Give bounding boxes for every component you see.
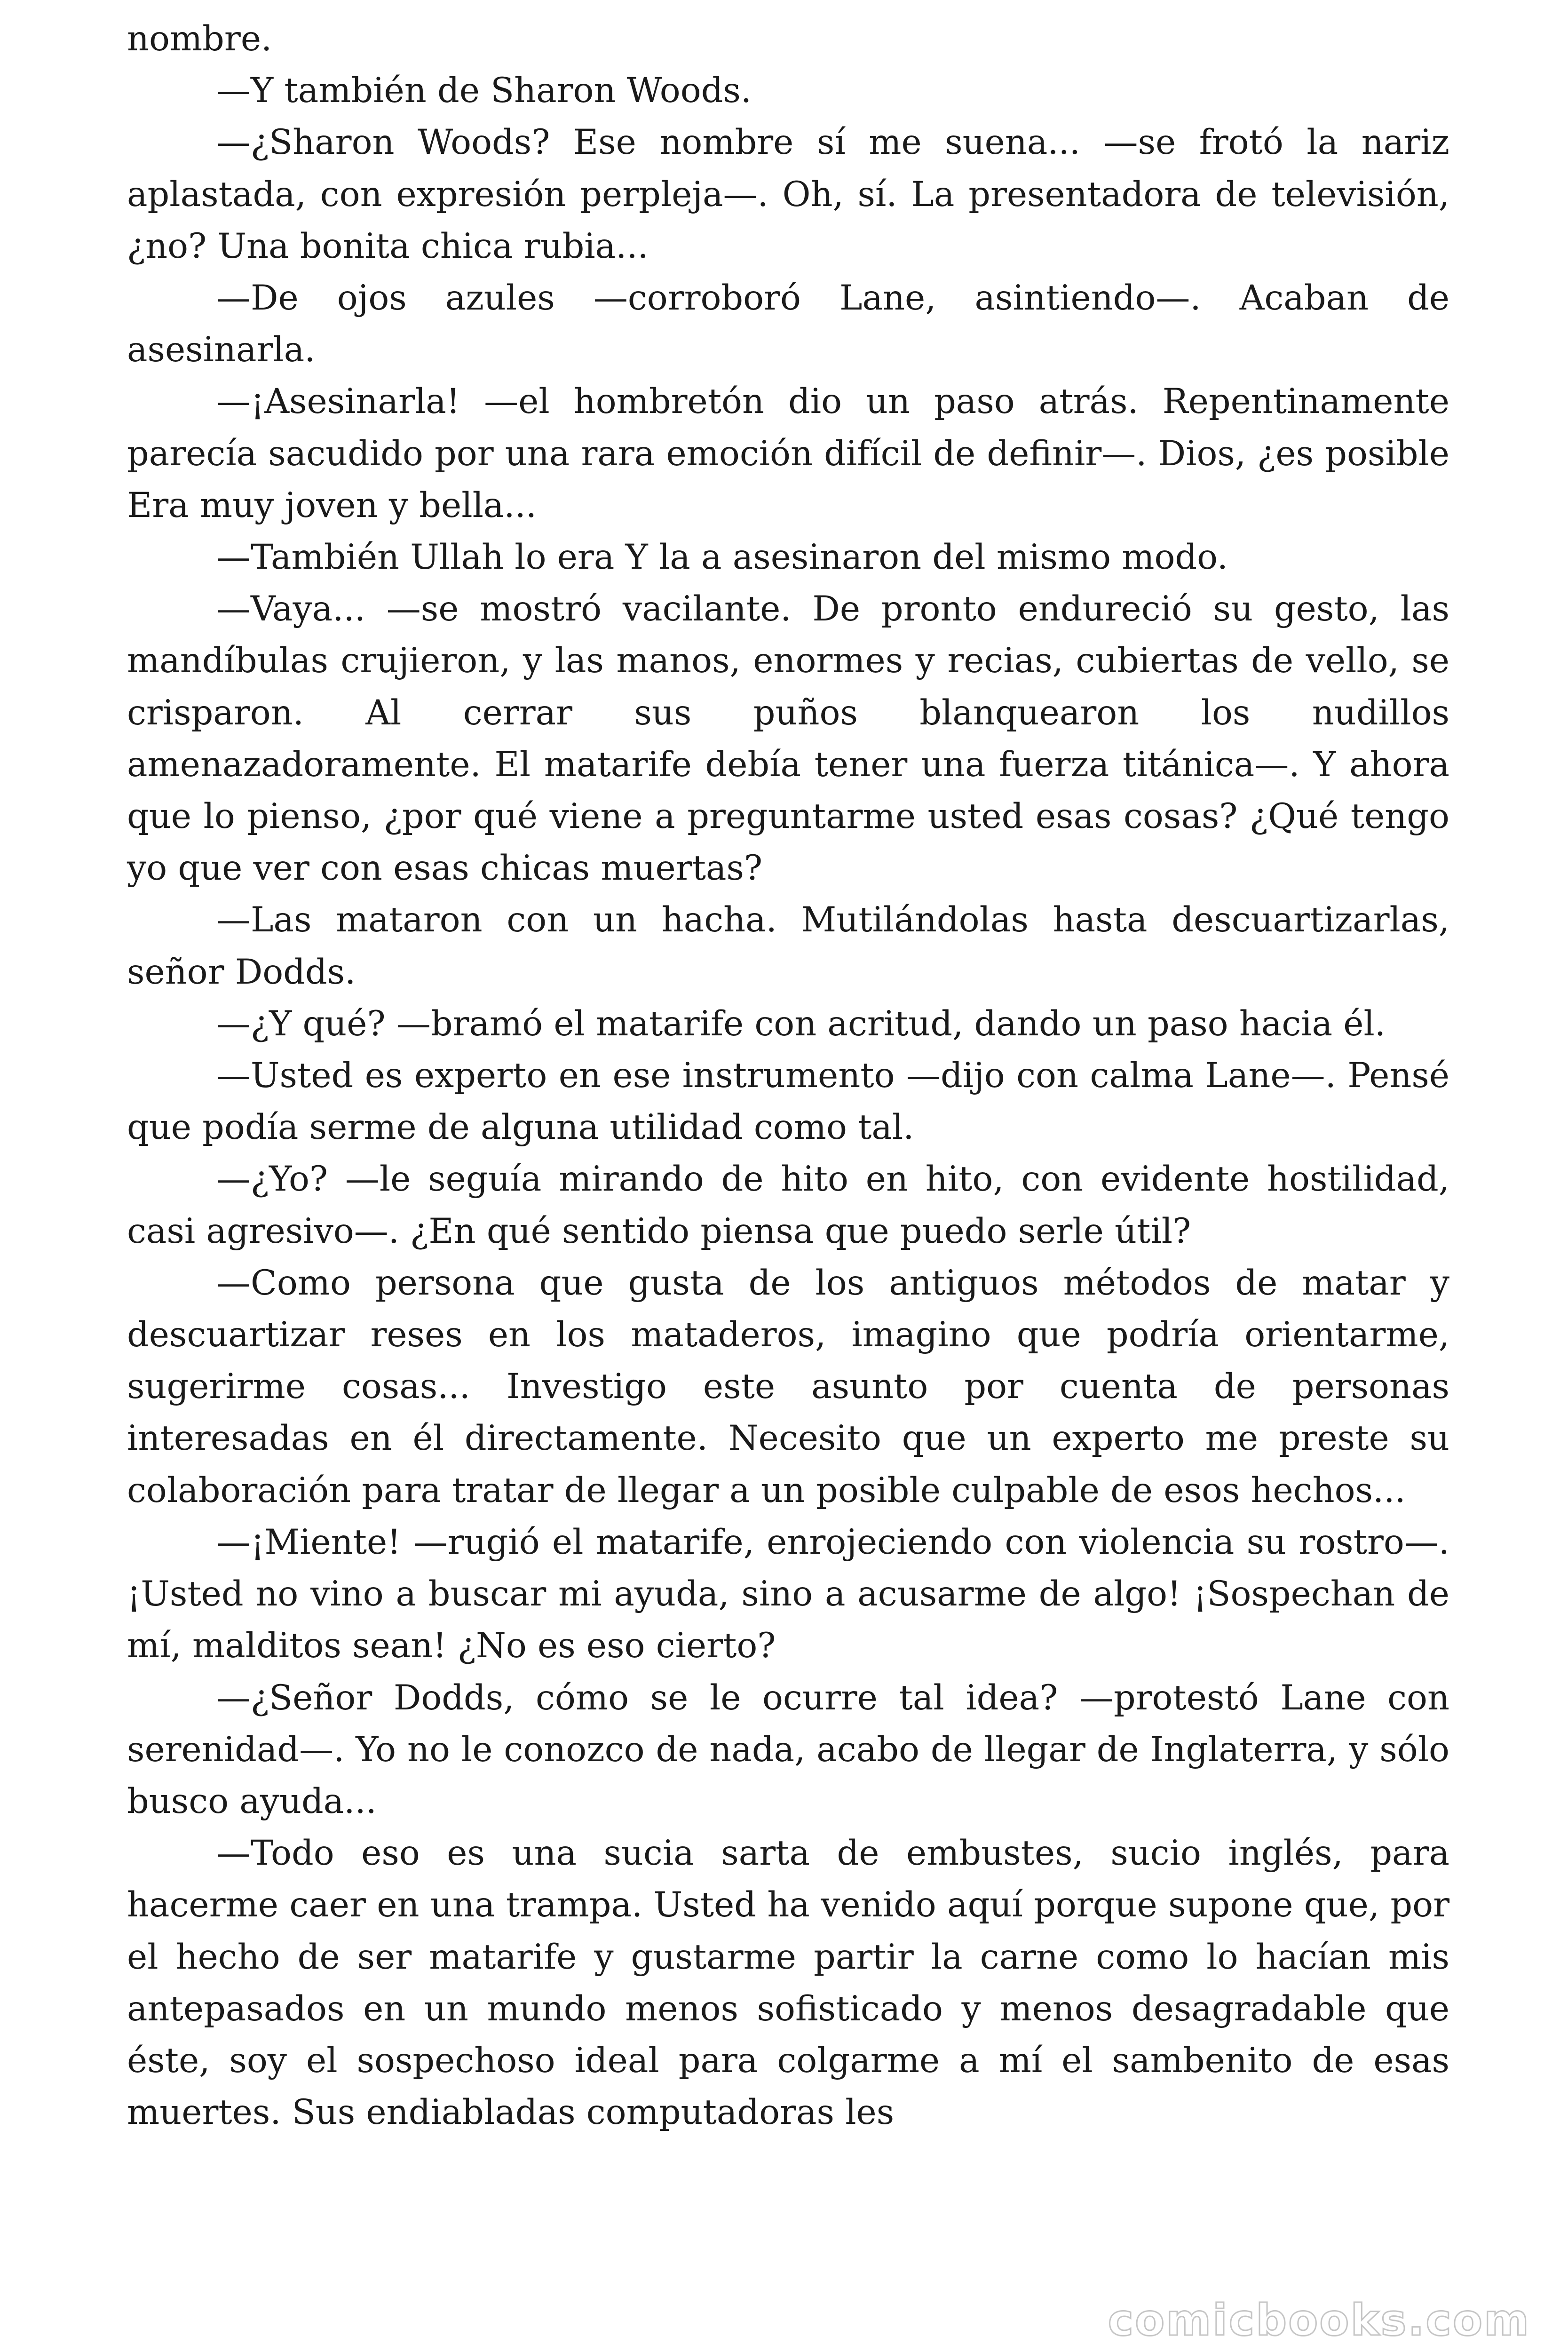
paragraph: —Y también de Sharon Woods. xyxy=(216,71,752,111)
paragraph: —También Ullah lo era Y la a asesinaron del mismo modo. xyxy=(216,537,1228,578)
paragraph: —Vaya... —se mostró vacilante. De pronto endureció su gesto, las mandíbulas crujieron, y las manos, enormes y recias, cubiertas de vello, se crisparon. Al cerrar sus puños blanquearon los nudillos amenazadoramente. El matarife debía tener una fuerza titánica—. Y ahora que lo pienso, ¿por qué viene a preguntarme usted esas cosas? ¿Qué tengo yo que ver con esas chicas muertas? xyxy=(127,589,1449,889)
paragraph: —Las mataron con un hacha. Mutilándolas hasta descuartizarlas, señor Dodds. xyxy=(127,900,1449,992)
paragraph: —Usted es experto en ese instrumento —dijo con calma Lane—. Pensé que podía serme de alguna utilidad como tal. xyxy=(127,1056,1449,1148)
paragraph: —De ojos azules —corroboró Lane, asintiendo—. Acaban de asesinarla. xyxy=(127,278,1449,370)
watermark: comicbooks.com xyxy=(1108,2295,1530,2345)
paragraph: —¡Miente! —rugió el matarife, enrojeciendo con violencia su rostro—. ¡Usted no vino a buscar mi ayuda, sino a acusarme de algo! ¡Sospechan de mí, malditos sean! ¿No es eso cierto? xyxy=(127,1522,1449,1666)
paragraph: —¿Y qué? —bramó el matarife con acritud, dando un paso hacia él. xyxy=(216,1003,1386,1044)
paragraph: —Como persona que gusta de los antiguos métodos de matar y descuartizar reses en los mataderos, imagino que podría orientarme, sugerirme cosas... Investigo este asunto por cuenta de personas interesadas en él directamente. Necesito que un experto me preste su colaboración para tratar de llegar a un posible culpable de esos hechos... xyxy=(127,1263,1449,1510)
paragraph: nombre. xyxy=(127,19,272,59)
paragraph: —¡Asesinarla! —el hombretón dio un paso atrás. Repentinamente parecía sacudido por una rara emoción difícil de definir—. Dios, ¿es posible Era muy joven y bella... xyxy=(127,381,1449,525)
paragraph: —¿Señor Dodds, cómo se le ocurre tal idea? —protestó Lane con serenidad—. Yo no le conozco de nada, acabo de llegar de Inglaterra, y sólo busco ayuda... xyxy=(127,1677,1449,1821)
paragraph: —Todo eso es una sucia sarta de embustes, sucio inglés, para hacerme caer en una trampa. Usted ha venido aquí porque supone que, por el hecho de ser matarife y gustarme partir la carne como lo hacían mis antepasados en un mundo menos sofisticado y menos desagradable que éste, soy el sospechoso ideal para colgarme a mí el sambenito de esas muertes. Sus endiabladas computadoras les xyxy=(127,1833,1449,2133)
book-page-text xyxy=(127,13,1449,2138)
paragraph: —¿Sharon Woods? Ese nombre sí me suena... —se frotó la nariz aplastada, con expresión perpleja—. Oh, sí. La presentadora de televisión, ¿no? Una bonita chica rubia... xyxy=(127,122,1449,266)
paragraph: —¿Yo? —le seguía mirando de hito en hito, con evidente hostilidad, casi agresivo—. ¿En qué sentido piensa que puedo serle útil? xyxy=(127,1159,1449,1251)
